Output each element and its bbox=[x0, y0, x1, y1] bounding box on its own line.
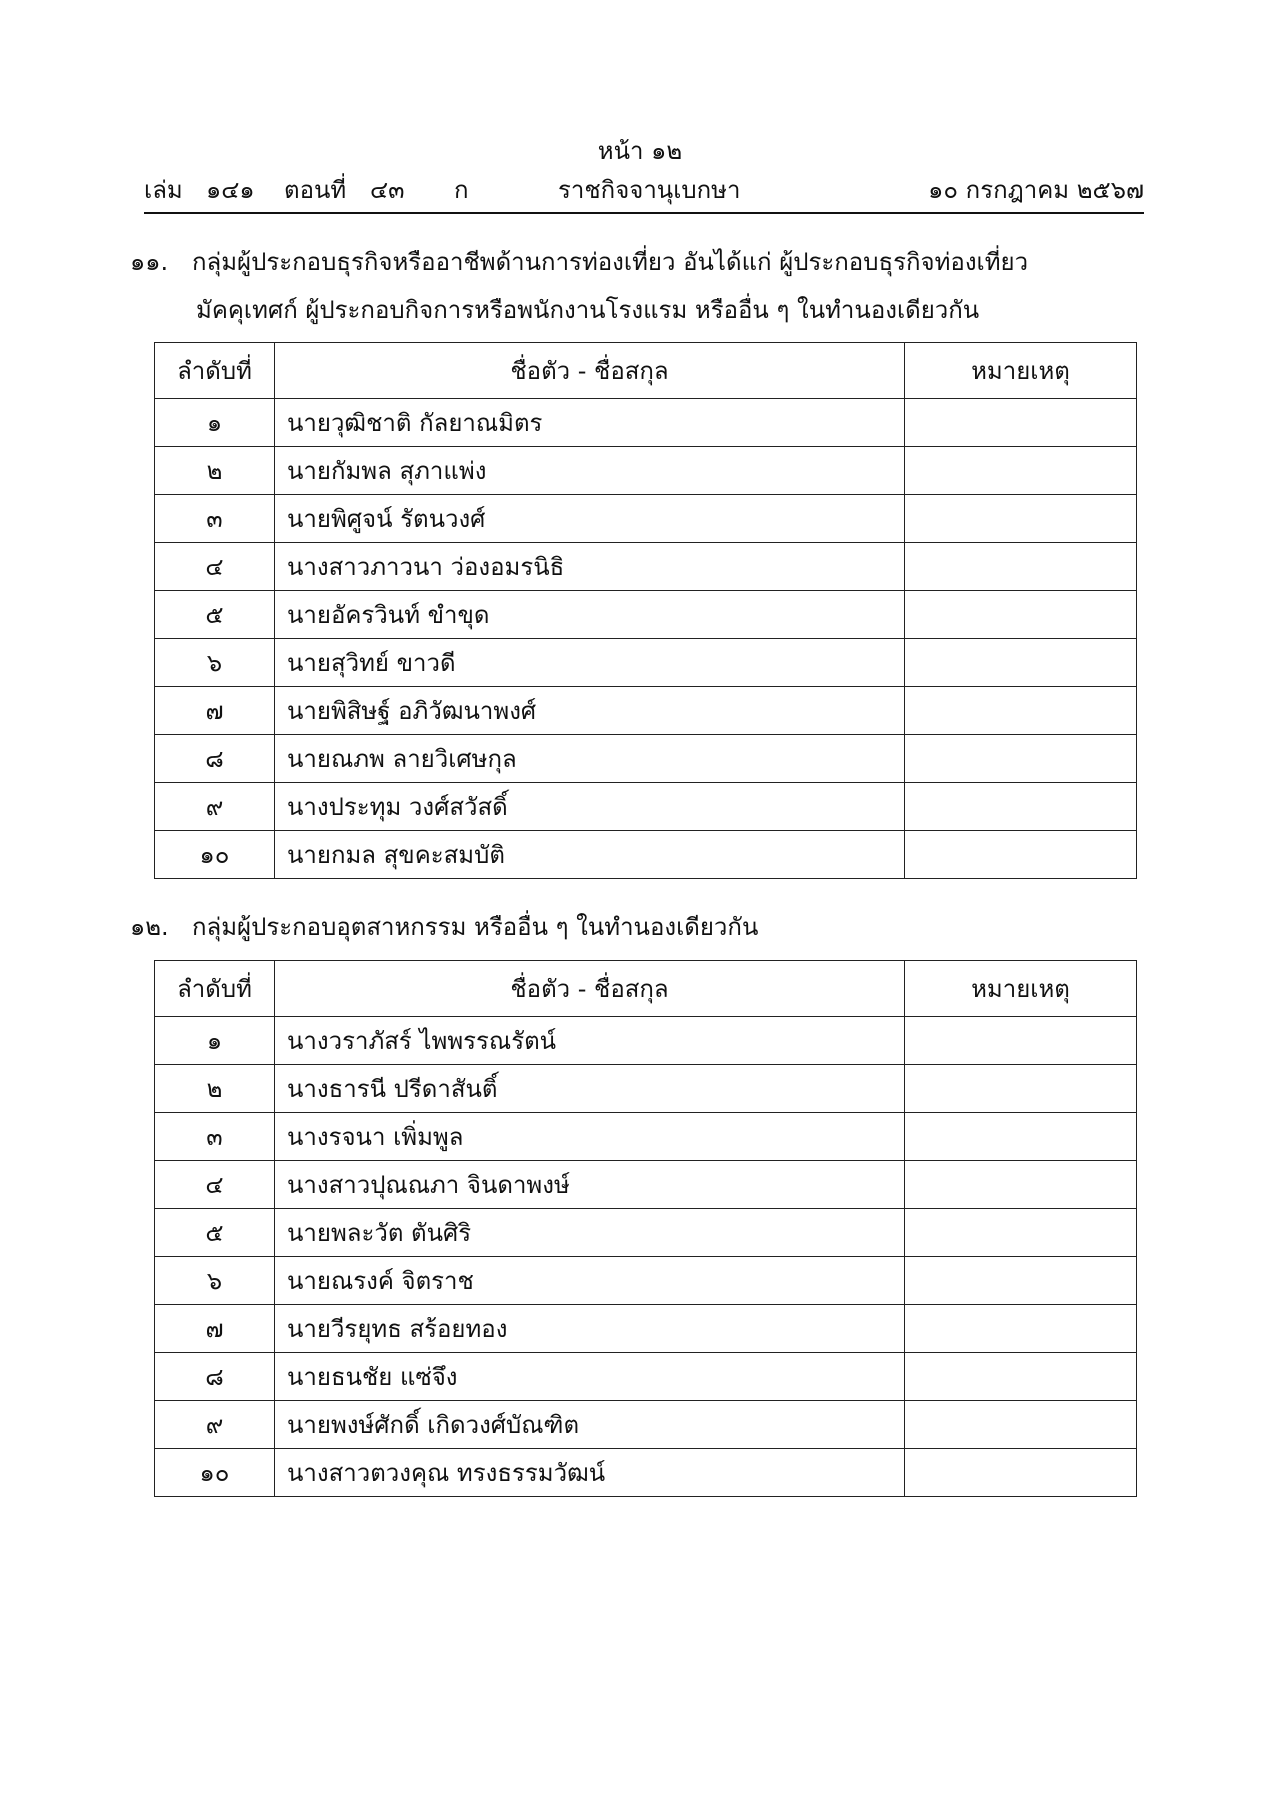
row-name: นางรจนา เพิ่มพูล bbox=[275, 1113, 905, 1161]
table-header-row bbox=[155, 343, 1137, 399]
row-note bbox=[905, 1209, 1137, 1257]
header-note: หมายเหตุ bbox=[905, 961, 1137, 1017]
row-number: ๓ bbox=[155, 1113, 275, 1161]
row-number: ๔ bbox=[155, 1161, 275, 1209]
row-number: ๑ bbox=[155, 1017, 275, 1065]
section-12-table bbox=[154, 960, 1137, 1497]
table-row bbox=[155, 1449, 1137, 1497]
row-name: นางสาวตวงคุณ ทรงธรรมวัฒน์ bbox=[275, 1449, 905, 1497]
row-note bbox=[905, 1113, 1137, 1161]
row-note bbox=[905, 687, 1137, 735]
table-row bbox=[155, 591, 1137, 639]
row-name: นายธนชัย แซ่จึง bbox=[275, 1353, 905, 1401]
row-note bbox=[905, 1353, 1137, 1401]
header-divider bbox=[144, 212, 1144, 214]
row-name: นายวีรยุทธ สร้อยทอง bbox=[275, 1305, 905, 1353]
section-number: ๑๒. bbox=[130, 913, 169, 941]
row-number: ๒ bbox=[155, 447, 275, 495]
table-row bbox=[155, 831, 1137, 879]
table-row bbox=[155, 1065, 1137, 1113]
row-number: ๘ bbox=[155, 1353, 275, 1401]
row-name: นางสาวภาวนา ว่องอมรนิธิ bbox=[275, 543, 905, 591]
table-row bbox=[155, 1353, 1137, 1401]
table-row bbox=[155, 1257, 1137, 1305]
row-name: นางธารนี ปรีดาสันติ์ bbox=[275, 1065, 905, 1113]
row-note bbox=[905, 1257, 1137, 1305]
table-row bbox=[155, 1401, 1137, 1449]
table-row bbox=[155, 639, 1137, 687]
row-name: นายพิศูจน์ รัตนวงศ์ bbox=[275, 495, 905, 543]
row-note bbox=[905, 783, 1137, 831]
publication-date: ๑๐ กรกฎาคม ๒๕๖๗ bbox=[928, 176, 1144, 204]
table-row bbox=[155, 783, 1137, 831]
row-name: นายณรงค์ จิตราช bbox=[275, 1257, 905, 1305]
table-row bbox=[155, 687, 1137, 735]
row-name: นางสาวปุณณภา จินดาพงษ์ bbox=[275, 1161, 905, 1209]
volume-label: เล่ม bbox=[144, 176, 183, 204]
row-number: ๙ bbox=[155, 1401, 275, 1449]
table-row bbox=[155, 495, 1137, 543]
table-row bbox=[155, 1209, 1137, 1257]
row-note bbox=[905, 1305, 1137, 1353]
row-name: นายพงษ์ศักดิ์ เกิดวงศ์บัณฑิต bbox=[275, 1401, 905, 1449]
row-note bbox=[905, 1065, 1137, 1113]
table-header-row bbox=[155, 961, 1137, 1017]
row-number: ๘ bbox=[155, 735, 275, 783]
section-letter: ก bbox=[454, 176, 469, 204]
table-row bbox=[155, 1017, 1137, 1065]
row-note bbox=[905, 1017, 1137, 1065]
row-note bbox=[905, 1449, 1137, 1497]
page-number: หน้า ๑๒ bbox=[597, 137, 683, 165]
issue-label: ตอนที่ bbox=[284, 176, 347, 204]
table-row bbox=[155, 1305, 1137, 1353]
row-number: ๕ bbox=[155, 591, 275, 639]
header-order: ลำดับที่ bbox=[155, 343, 275, 399]
row-name: นายณภพ ลายวิเศษกุล bbox=[275, 735, 905, 783]
table-row bbox=[155, 735, 1137, 783]
section-11-table bbox=[154, 342, 1137, 879]
row-number: ๙ bbox=[155, 783, 275, 831]
table-row bbox=[155, 543, 1137, 591]
row-note bbox=[905, 735, 1137, 783]
row-number: ๑๐ bbox=[155, 831, 275, 879]
row-note bbox=[905, 543, 1137, 591]
section-title-line1: กลุ่มผู้ประกอบธุรกิจหรืออาชีพด้านการท่องเที่ยว อันได้แก่ ผู้ประกอบธุรกิจท่องเที่ยว bbox=[192, 248, 1029, 276]
row-name: นายสุวิทย์ ขาวดี bbox=[275, 639, 905, 687]
header-order: ลำดับที่ bbox=[155, 961, 275, 1017]
row-note bbox=[905, 1401, 1137, 1449]
section-11-heading bbox=[130, 238, 1146, 334]
row-name: นางวราภัสร์ ไพพรรณรัตน์ bbox=[275, 1017, 905, 1065]
section-title-line2: มัคคุเทศก์ ผู้ประกอบกิจการหรือพนักงานโรงแรม หรืออื่น ๆ ในทำนองเดียวกัน bbox=[196, 296, 980, 324]
row-name: นายพิสิษฐ์ อภิวัฒนาพงศ์ bbox=[275, 687, 905, 735]
row-number: ๔ bbox=[155, 543, 275, 591]
row-note bbox=[905, 831, 1137, 879]
row-note bbox=[905, 495, 1137, 543]
issue-number: ๔๓ bbox=[370, 176, 405, 204]
table-row bbox=[155, 447, 1137, 495]
row-number: ๑ bbox=[155, 399, 275, 447]
table-row bbox=[155, 1161, 1137, 1209]
row-note bbox=[905, 399, 1137, 447]
publication-title: ราชกิจจานุเบกษา bbox=[558, 176, 741, 204]
row-note bbox=[905, 447, 1137, 495]
header-name: ชื่อตัว - ชื่อสกุล bbox=[275, 961, 905, 1017]
row-number: ๓ bbox=[155, 495, 275, 543]
row-number: ๕ bbox=[155, 1209, 275, 1257]
row-name: นายกัมพล สุภาแพ่ง bbox=[275, 447, 905, 495]
gazette-header bbox=[144, 174, 1144, 206]
row-name: นายพละวัต ตันศิริ bbox=[275, 1209, 905, 1257]
section-number: ๑๑. bbox=[130, 248, 169, 276]
header-name: ชื่อตัว - ชื่อสกุล bbox=[275, 343, 905, 399]
table-row bbox=[155, 1113, 1137, 1161]
volume-number: ๑๔๑ bbox=[206, 176, 255, 204]
row-name: นางประทุม วงศ์สวัสดิ์ bbox=[275, 783, 905, 831]
row-number: ๒ bbox=[155, 1065, 275, 1113]
row-name: นายกมล สุขคะสมบัติ bbox=[275, 831, 905, 879]
section-12-heading bbox=[130, 903, 1146, 951]
row-number: ๗ bbox=[155, 1305, 275, 1353]
table-row bbox=[155, 399, 1137, 447]
row-number: ๖ bbox=[155, 639, 275, 687]
row-number: ๖ bbox=[155, 1257, 275, 1305]
row-name: นายอัครวินท์ ขำขุด bbox=[275, 591, 905, 639]
header-note: หมายเหตุ bbox=[905, 343, 1137, 399]
row-name: นายวุฒิชาติ กัลยาณมิตร bbox=[275, 399, 905, 447]
row-note bbox=[905, 639, 1137, 687]
row-number: ๗ bbox=[155, 687, 275, 735]
row-number: ๑๐ bbox=[155, 1449, 275, 1497]
row-note bbox=[905, 1161, 1137, 1209]
section-title-line1: กลุ่มผู้ประกอบอุตสาหกรรม หรืออื่น ๆ ในทำนองเดียวกัน bbox=[192, 913, 759, 941]
row-note bbox=[905, 591, 1137, 639]
